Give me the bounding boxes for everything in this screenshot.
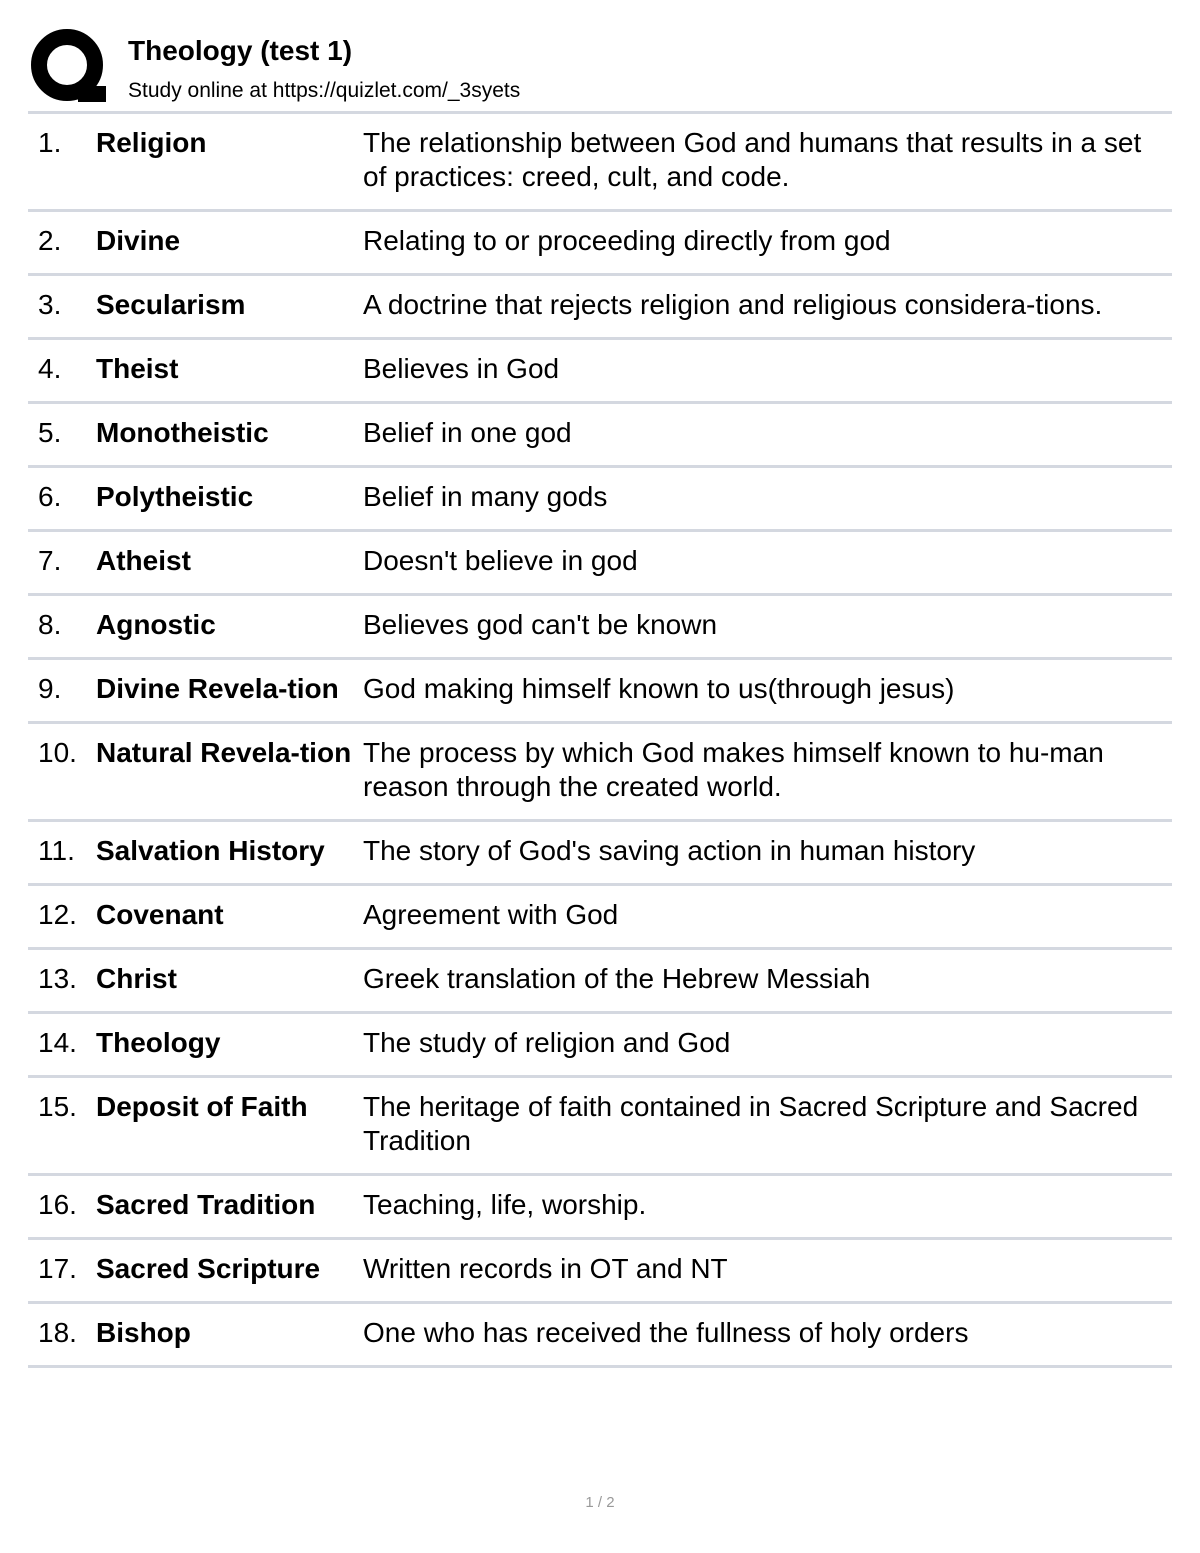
- term-definition: A doctrine that rejects religion and religious considera-tions.: [363, 289, 1103, 320]
- page-header: [30, 28, 1172, 112]
- term-word: Christ: [96, 963, 177, 994]
- term-definition: Belief in one god: [363, 417, 572, 448]
- term-number: 14.: [38, 1027, 77, 1058]
- term-number: 13.: [38, 963, 77, 994]
- term-number: 10.: [38, 737, 77, 768]
- term-word: Sacred Tradition: [96, 1189, 316, 1220]
- term-definition: The study of religion and God: [363, 1027, 731, 1058]
- term-number: 17.: [38, 1253, 77, 1284]
- term-definition: Written records in OT and NT: [363, 1253, 728, 1284]
- term-number: 15.: [38, 1091, 77, 1122]
- term-definition: Agreement with God: [363, 899, 619, 930]
- page-title: Theology (test 1): [128, 35, 353, 66]
- term-number: 8.: [38, 609, 62, 640]
- term-number: 5.: [38, 417, 62, 448]
- term-word: Religion: [96, 127, 207, 158]
- term-row: [28, 950, 1172, 1014]
- term-number: 11.: [38, 835, 75, 866]
- term-row: [28, 468, 1172, 532]
- term-definition: Doesn't believe in god: [363, 545, 638, 576]
- term-definition: Teaching, life, worship.: [363, 1189, 647, 1220]
- term-definition: God making himself known to us(through jesus): [363, 673, 955, 704]
- term-definition: Belief in many gods: [363, 481, 608, 512]
- term-word: Deposit of Faith: [96, 1091, 308, 1122]
- term-row: [28, 660, 1172, 724]
- term-word: Monotheistic: [96, 417, 269, 448]
- term-row: [28, 276, 1172, 340]
- term-definition: The heritage of faith contained in Sacred Scripture and Sacred Tradition: [363, 1091, 1139, 1156]
- term-word: Agnostic: [96, 609, 216, 640]
- term-definition: One who has received the fullness of holy orders: [363, 1317, 969, 1348]
- term-number: 2.: [38, 225, 62, 256]
- term-word: Sacred Scripture: [96, 1253, 321, 1284]
- page-number: 1 / 2: [585, 1494, 615, 1511]
- terms-list: [28, 114, 1172, 1368]
- term-row: [28, 212, 1172, 276]
- term-definition: Believes in God: [363, 353, 560, 384]
- term-row: [28, 114, 1172, 212]
- term-number: 12.: [38, 899, 77, 930]
- term-number: 16.: [38, 1189, 77, 1220]
- term-number: 4.: [38, 353, 62, 384]
- term-definition: Greek translation of the Hebrew Messiah: [363, 963, 871, 994]
- term-definition: Believes god can't be known: [363, 609, 718, 640]
- term-number: 3.: [38, 289, 62, 320]
- term-number: 1.: [38, 127, 62, 158]
- term-word: Polytheistic: [96, 481, 254, 512]
- term-word: Secularism: [96, 289, 246, 320]
- term-word: Divine Revela-tion: [96, 673, 339, 704]
- term-row: [28, 404, 1172, 468]
- term-row: [28, 1014, 1172, 1078]
- term-row: [28, 822, 1172, 886]
- term-number: 18.: [38, 1317, 77, 1348]
- term-word: Natural Revela-tion: [96, 737, 352, 768]
- term-row: [28, 1240, 1172, 1304]
- term-row: [28, 532, 1172, 596]
- term-row: [28, 724, 1172, 822]
- term-number: 6.: [38, 481, 62, 512]
- term-word: Theology: [96, 1027, 221, 1058]
- term-word: Salvation History: [96, 835, 325, 866]
- term-row: [28, 1176, 1172, 1240]
- term-word: Covenant: [96, 899, 224, 930]
- term-row: [28, 1078, 1172, 1176]
- study-online-link[interactable]: Study online at https://quizlet.com/_3syets: [128, 79, 521, 102]
- quizlet-logo-icon: [30, 28, 108, 106]
- term-row: [28, 1304, 1172, 1368]
- term-row: [28, 886, 1172, 950]
- term-number: 7.: [38, 545, 62, 576]
- term-row: [28, 596, 1172, 660]
- term-word: Bishop: [96, 1317, 191, 1348]
- term-row: [28, 340, 1172, 404]
- term-number: 9.: [38, 673, 62, 704]
- term-definition: The story of God's saving action in human history: [363, 835, 976, 866]
- term-word: Divine: [96, 225, 181, 256]
- term-definition: Relating to or proceeding directly from god: [363, 225, 891, 256]
- term-definition: The relationship between God and humans that results in a set of practices: creed, cult, and code.: [363, 127, 1142, 192]
- term-definition: The process by which God makes himself known to hu-man reason through the created world.: [363, 737, 1104, 802]
- term-word: Atheist: [96, 545, 191, 576]
- term-word: Theist: [96, 353, 179, 384]
